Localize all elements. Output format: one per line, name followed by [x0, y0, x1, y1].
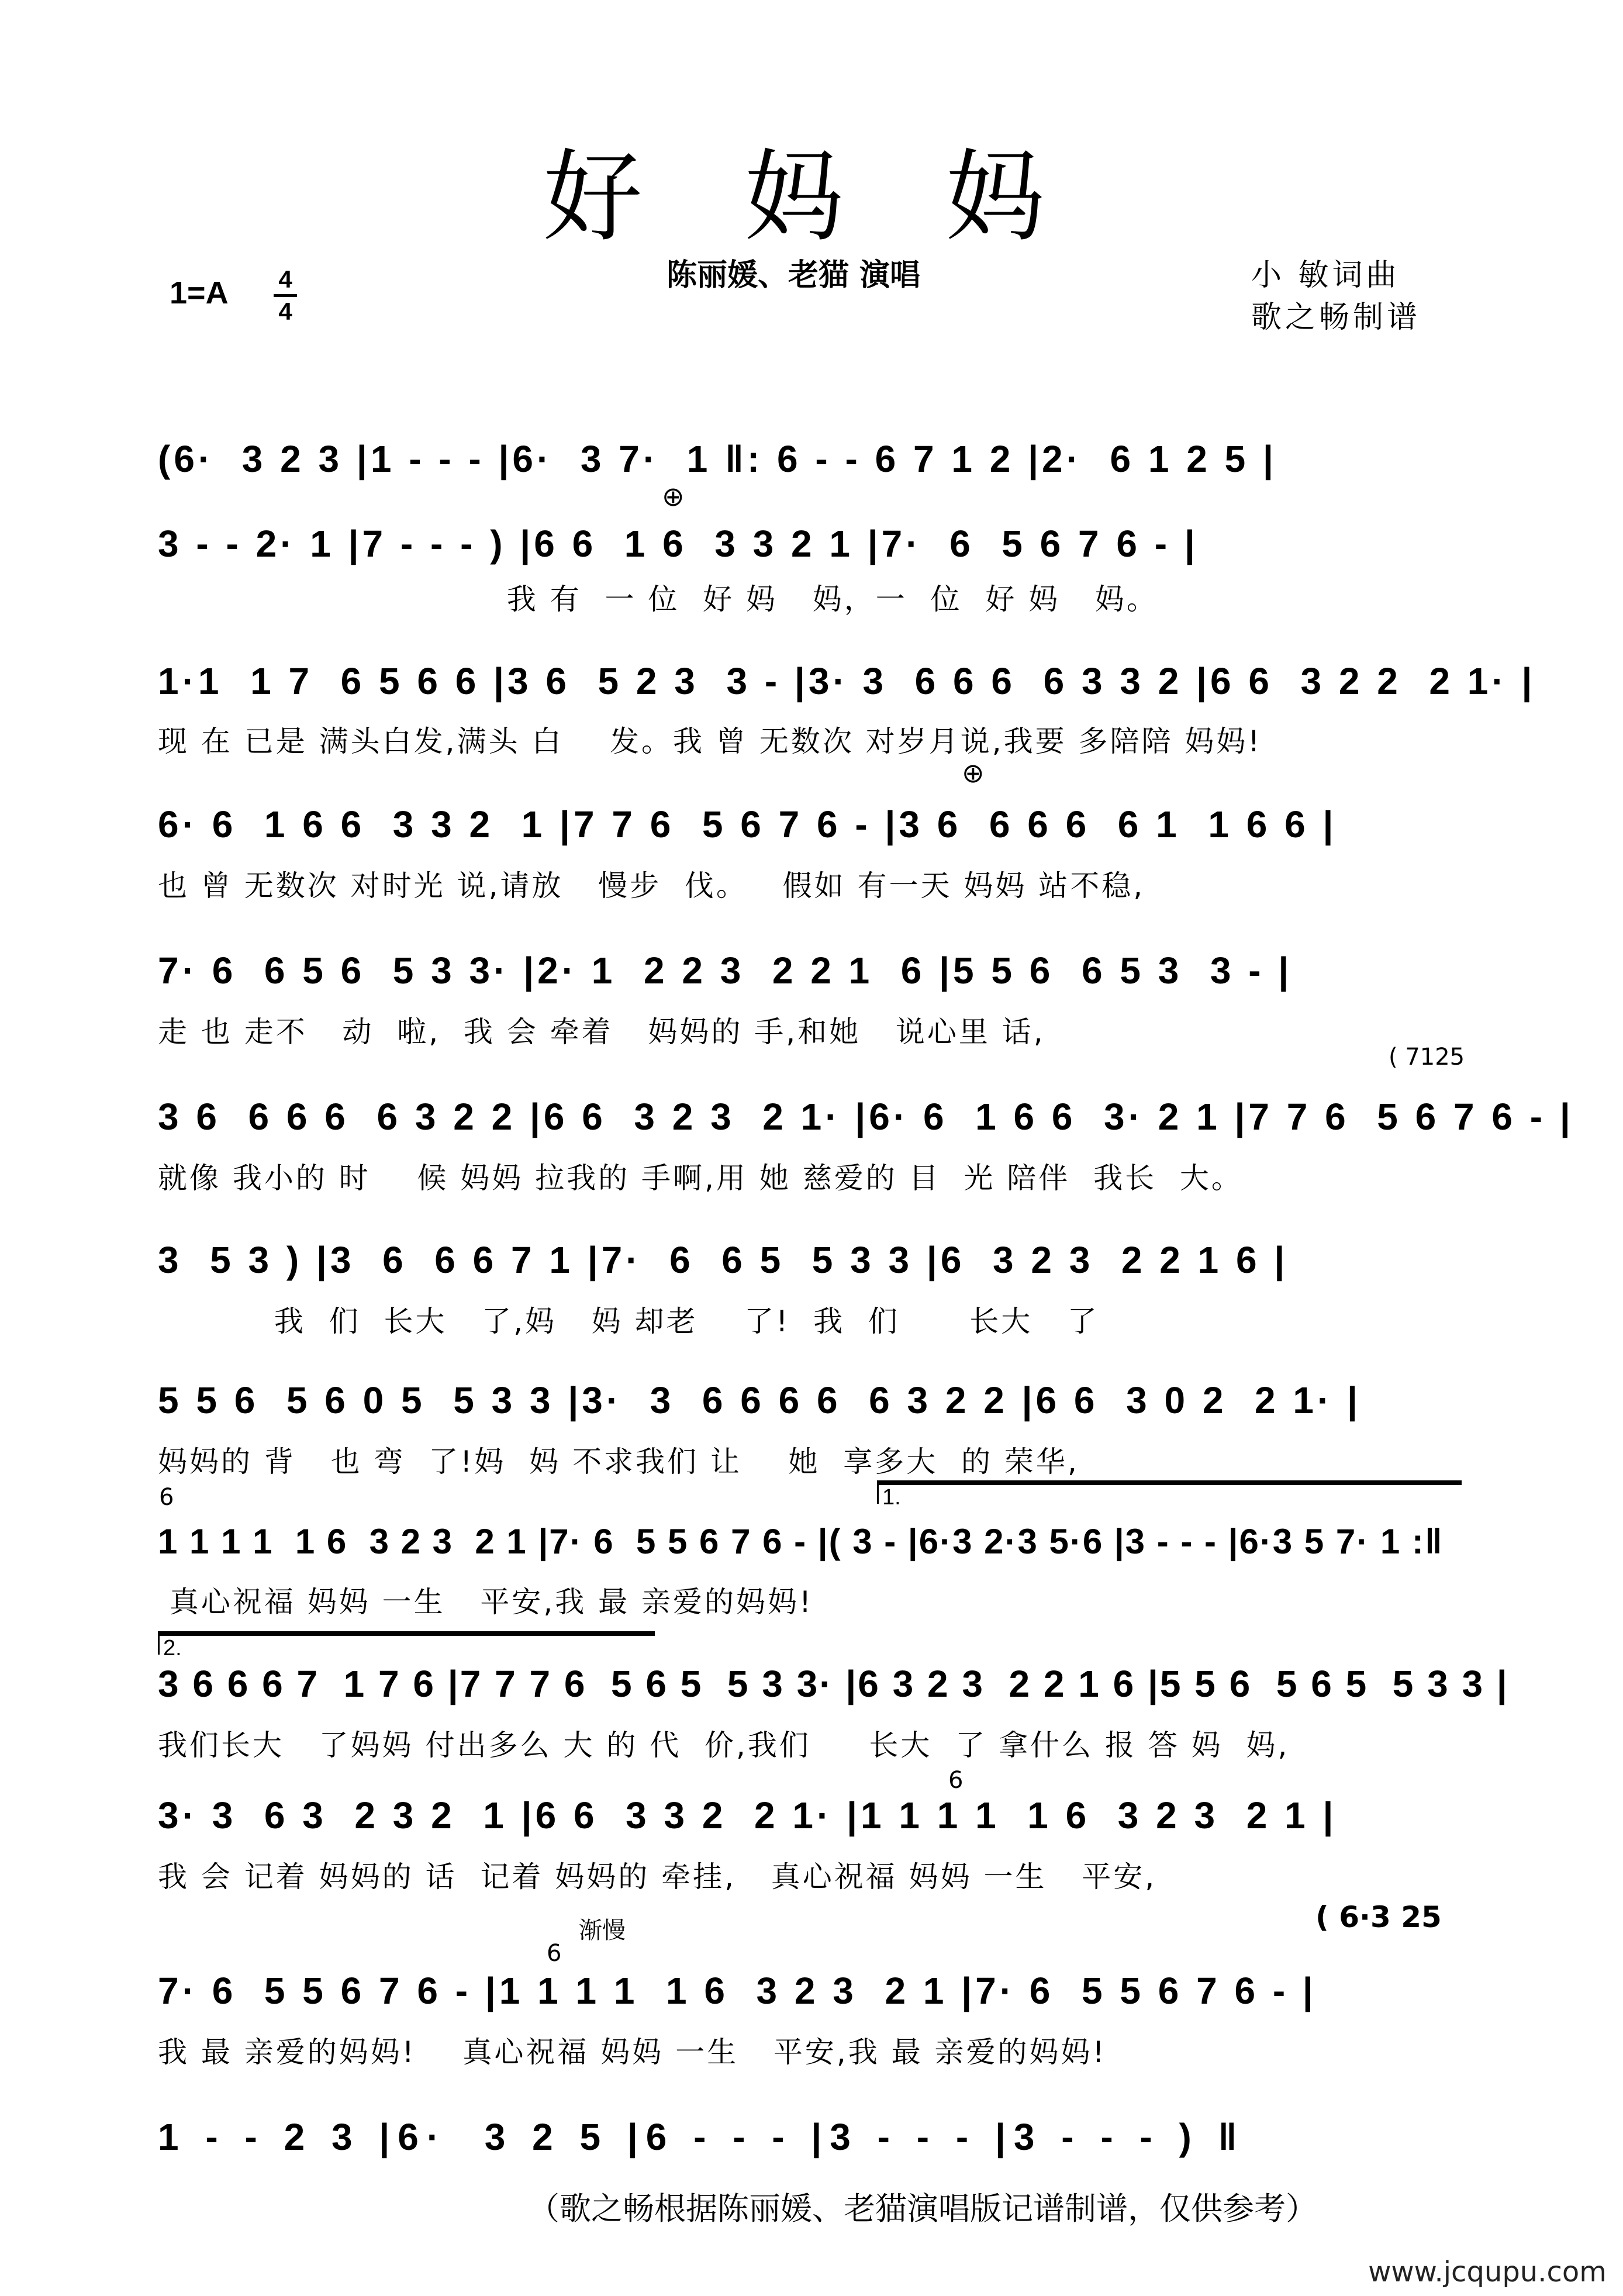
lyrics-row-3: 现 在 已是 满头白发,满头 白 发。我 曾 无数次 对岁月说,我要 多陪陪 妈妈!	[158, 724, 1262, 758]
score-row-8	[158, 1368, 1462, 1432]
lyrics-row-10: 我们长大 了妈妈 付出多么 大 的 代 价,我们 长大 了 拿什么 报 答 妈 妈,	[158, 1728, 1290, 1762]
score-row-6	[158, 1085, 1574, 1149]
lyrics-row-7: 我 们 长大 了,妈 妈 却老 了! 我 们 长大 了	[158, 1304, 1099, 1338]
lyrics-row-11: 我 会 记着 妈妈的 话 记着 妈妈的 牵挂, 真心祝福 妈妈 一生 平安,	[158, 1860, 1157, 1894]
notes: 3· 3 6 3 2 3 2 1 |6 6 3 3 2 2 1· |1 1 1 1 1 6 3 2 3 2 1 |	[158, 1794, 1337, 1836]
song-title: 好 妈 妈	[543, 140, 1080, 256]
notes: 5 5 6 5 6 0 5 5 3 3 |3· 3 6 6 6 6 6 3 2 2 |6 6 3 0 2 2 1· |	[158, 1379, 1361, 1421]
notes: 1·1 1 7 6 5 6 6 |3 6 5 2 3 3 - |3· 3 6 6 6 6 3 3 2 |6 6 3 2 2 2 1· |	[158, 660, 1536, 702]
score-row-1	[158, 427, 1462, 491]
score-row-12	[158, 1959, 1462, 2023]
notes: (6· 3 2 3 |1 - - - |6· 3 7· 1 ‖: 6 - - 6 7 1 2 |2· 6 1 2 5 |	[158, 438, 1277, 480]
score-row-3	[158, 649, 1536, 713]
lyrics-row-5: 走 也 走不 动 啦, 我 会 牵着 妈妈的 手,和她 说心里 话,	[158, 1015, 1045, 1049]
score-row-10	[158, 1652, 1509, 1716]
notes: 7· 6 5 5 6 7 6 - |1 1 1 1 1 6 3 2 3 2 1 |7· 6 5 5 6 7 6 - |	[158, 1970, 1317, 2012]
volta-2: 2.	[158, 1631, 655, 1655]
transcription-note: （歌之畅根据陈丽媛、老猫演唱版记谱制谱，仅供参考）	[528, 2190, 1317, 2227]
performers: 陈丽媛、老猫 演唱	[667, 257, 921, 293]
notes: 3 5 3 ) |3 6 6 6 7 1 |7· 6 6 5 5 3 3 |6 3 2 3 2 2 1 6 |	[158, 1239, 1289, 1281]
lyrics-row-2: 我 有 一 位 好 妈 妈，一 位 好 妈 妈。	[158, 582, 1158, 616]
score-row-13	[158, 2105, 1462, 2169]
coda-mark: ⊕	[662, 481, 685, 512]
coda-mark: ⊕	[962, 757, 985, 789]
time-signature-top: 4	[278, 265, 292, 293]
volta-1: 1.	[877, 1480, 1462, 1504]
notes: 3 6 6 6 6 6 3 2 2 |6 6 3 2 3 2 1· |6· 6 1 6 6 3· 2 1 |7 7 6 5 6 7 6 - |	[158, 1096, 1574, 1138]
grace-note-6: 6	[948, 1767, 964, 1794]
lyrics-row-9: 真心祝福 妈妈 一生 平安,我 最 亲爱的妈妈!	[158, 1585, 814, 1619]
time-signature	[274, 266, 297, 325]
notes: 1 1 1 1 1 6 3 2 3 2 1 |7· 6 5 5 6 7 6 - |( 3 - |6·3 2·3 5·6 |3 - - - |6·3 5 7· 1 :‖	[158, 1522, 1444, 1561]
lyrics-row-4: 也 曾 无数次 对时光 说,请放 慢步 伐。 假如 有一天 妈妈 站不稳,	[158, 869, 1145, 903]
watermark: www.jcqupu.com	[1368, 2256, 1607, 2288]
interlude-63-25: ( 6·3 25	[1315, 1900, 1442, 1934]
notes: 3 - - 2· 1 |7 - - - ) |6 6 1 6 3 3 2 1 |7· 6 5 6 7 6 - |	[158, 523, 1199, 565]
score-row-11	[158, 1783, 1462, 1848]
transcriber: 歌之畅制谱	[1251, 300, 1421, 335]
time-signature-bottom: 4	[278, 298, 292, 325]
notes: 6· 6 1 6 6 3 3 2 1 |7 7 6 5 6 7 6 - |3 6 6 6 6 6 1 1 6 6 |	[158, 803, 1337, 845]
score-row-4	[158, 792, 1462, 857]
lyricist-composer: 小 敏词曲	[1251, 258, 1400, 293]
key-signature: 1=A	[170, 275, 229, 310]
grace-note-6: 6	[547, 1940, 562, 1967]
score-row-7	[158, 1228, 1462, 1292]
lyrics-row-6: 就像 我小的 时 候 妈妈 拉我的 手啊,用 她 慈爱的 目 光 陪伴 我长 大。	[158, 1161, 1243, 1195]
lyrics-row-8: 妈妈的 背 也 弯 了!妈 妈 不求我们 让 她 享多大 的 荣华,	[158, 1445, 1079, 1479]
notes: 3 6 6 6 7 1 7 6 |7 7 7 6 5 6 5 5 3 3· |6 3 2 3 2 2 1 6 |5 5 6 5 6 5 5 3 3 |	[158, 1663, 1509, 1705]
notes: 7· 6 6 5 6 5 3 3· |2· 1 2 2 3 2 2 1 6 |5 5 6 6 5 3 3 - |	[158, 950, 1293, 992]
score-row-5	[158, 938, 1462, 1003]
score-row-2	[158, 512, 1462, 576]
grace-note-6: 6	[159, 1484, 174, 1511]
ritardando-mark: 渐慢	[579, 1917, 626, 1944]
time-signature-divider	[274, 294, 297, 297]
notes: 1 - - 2 3 |6· 3 2 5 |6 - - - |3 - - - |3 - - - ) ‖	[158, 2116, 1245, 2158]
lyrics-row-12: 我 最 亲爱的妈妈! 真心祝福 妈妈 一生 平安,我 最 亲爱的妈妈!	[158, 2035, 1107, 2069]
interlude-7125: ( 7125	[1389, 1044, 1465, 1071]
score-row-9	[158, 1510, 1462, 1574]
